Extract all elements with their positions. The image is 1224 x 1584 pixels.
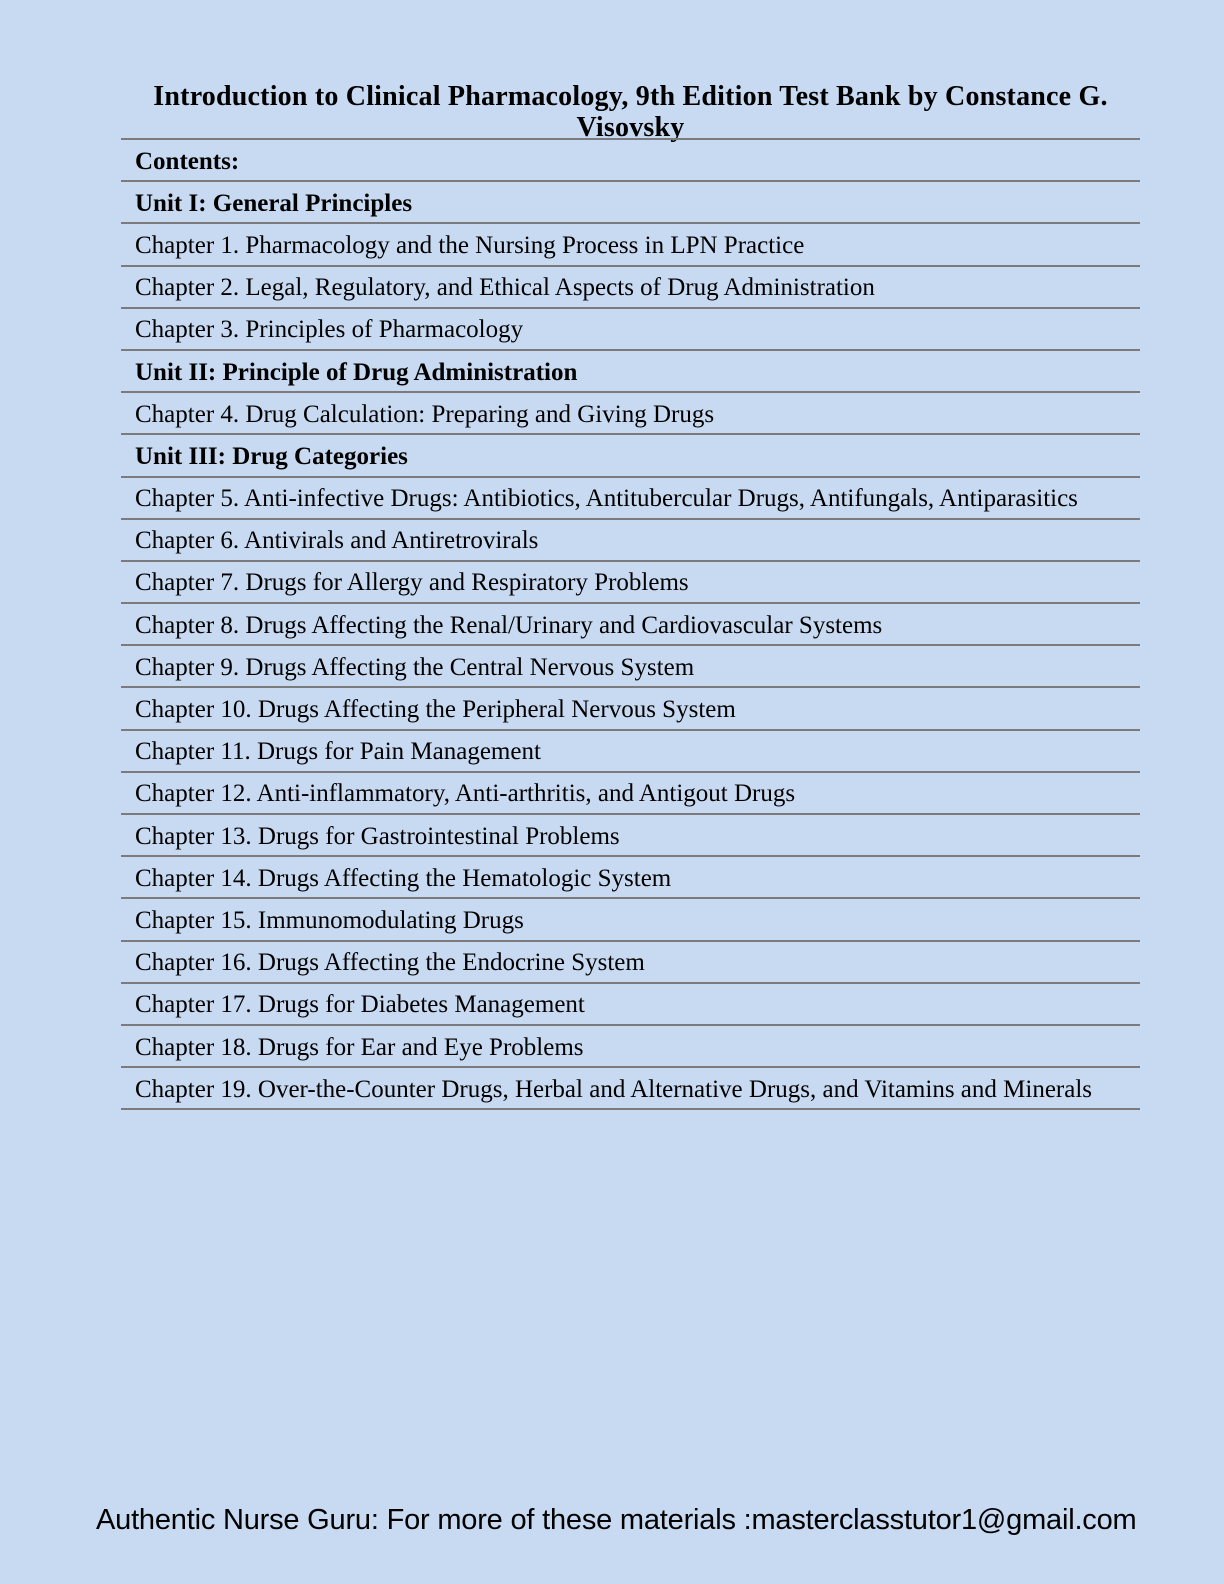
toc-row-chapter: Chapter 18. Drugs for Ear and Eye Problems (121, 1024, 1140, 1066)
toc-row-chapter: Chapter 5. Anti-infective Drugs: Antibiotics, Antitubercular Drugs, Antifungals, Antiparasitics (121, 476, 1140, 518)
toc-row-chapter: Chapter 19. Over-the-Counter Drugs, Herbal and Alternative Drugs, and Vitamins and Minerals (121, 1066, 1140, 1108)
toc-row-chapter: Chapter 6. Antivirals and Antiretrovirals (121, 518, 1140, 560)
toc-row-chapter: Chapter 15. Immunomodulating Drugs (121, 897, 1140, 939)
toc-row-chapter: Chapter 10. Drugs Affecting the Peripheral Nervous System (121, 686, 1140, 728)
toc-row-chapter: Chapter 4. Drug Calculation: Preparing and Giving Drugs (121, 391, 1140, 433)
toc-row-unit: Unit II: Principle of Drug Administration (121, 349, 1140, 391)
toc-row-unit: Unit I: General Principles (121, 180, 1140, 222)
toc-row-unit: Unit III: Drug Categories (121, 433, 1140, 475)
toc-row-chapter: Chapter 7. Drugs for Allergy and Respiratory Problems (121, 560, 1140, 602)
toc-row-chapter: Chapter 11. Drugs for Pain Management (121, 729, 1140, 771)
toc-row-chapter: Chapter 17. Drugs for Diabetes Management (121, 982, 1140, 1024)
toc-row-chapter: Chapter 2. Legal, Regulatory, and Ethical Aspects of Drug Administration (121, 265, 1140, 307)
contents-table (121, 138, 1140, 1110)
toc-row-chapter: Chapter 12. Anti-inflammatory, Anti-arthritis, and Antigout Drugs (121, 771, 1140, 813)
toc-row-chapter: Chapter 1. Pharmacology and the Nursing Process in LPN Practice (121, 222, 1140, 264)
toc-row-chapter: Chapter 8. Drugs Affecting the Renal/Urinary and Cardiovascular Systems (121, 602, 1140, 644)
toc-row-chapter: Chapter 14. Drugs Affecting the Hematologic System (121, 855, 1140, 897)
toc-row-chapter: Chapter 16. Drugs Affecting the Endocrine System (121, 940, 1140, 982)
toc-row-chapter: Chapter 9. Drugs Affecting the Central Nervous System (121, 644, 1140, 686)
toc-row-chapter: Chapter 3. Principles of Pharmacology (121, 307, 1140, 349)
document-title: Introduction to Clinical Pharmacology, 9th Edition Test Bank by Constance G. Visovsky (153, 81, 1108, 143)
footer-note: Authentic Nurse Guru: For more of these materials :masterclasstutor1@gmail.com (96, 1504, 1137, 1536)
toc-row-chapter: Chapter 13. Drugs for Gastrointestinal Problems (121, 813, 1140, 855)
toc-row-header: Contents: (121, 138, 1140, 180)
